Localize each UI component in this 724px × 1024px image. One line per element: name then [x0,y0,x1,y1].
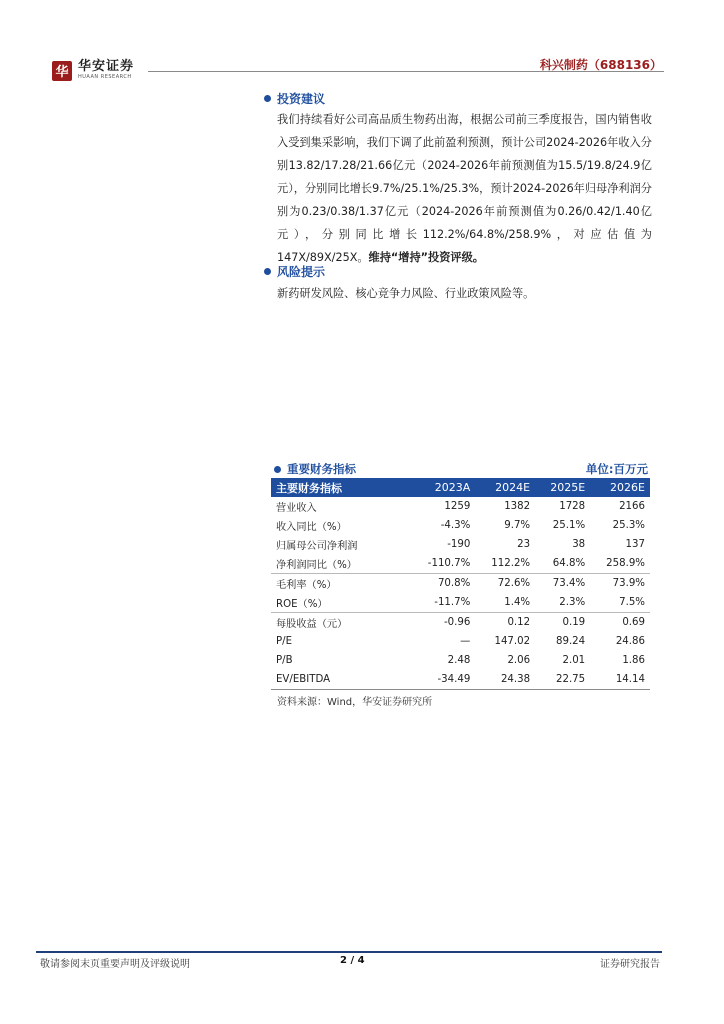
cell: -4.3% [440,520,471,531]
cell: 0.19 [535,613,590,633]
cell: -11.7% [434,597,471,608]
advice-paragraph [277,108,652,269]
row-label: 毛利率（%） [271,574,411,594]
cell: 25.3% [612,520,645,531]
company-logo [52,60,134,81]
cell: 2166 [619,501,645,512]
column-header: 2025E [535,478,590,497]
cell: — [460,636,471,647]
risk-paragraph: 新药研发风险、核心竞争力风险、行业政策风险等。 [277,287,535,300]
column-header: 2026E [590,478,650,497]
cell: -190 [447,539,471,550]
cell: 147.02 [494,636,531,647]
cell: 1382 [504,501,531,512]
row-label: 每股收益（元） [271,613,411,633]
column-header: 2024E [475,478,535,497]
footer-disclaimer: 敬请参阅末页重要声明及评级说明 [40,959,190,970]
row-label: P/E [276,636,293,647]
cell: 1.86 [622,655,645,666]
cell: 1728 [559,501,586,512]
cell: -34.49 [411,670,475,690]
cell: 2.06 [507,655,531,666]
page-number: 2 / 4 [340,955,365,966]
footer-report-type: 证券研究报告 [600,959,660,970]
risk-title: 风险提示 [277,265,326,279]
cell: 2.48 [447,655,471,666]
cell: 24.86 [615,636,645,647]
row-label: ROE（%） [276,599,328,610]
cell: 9.7% [504,520,531,531]
table-title: 重要财务指标 [287,462,356,476]
table-row [271,497,650,516]
row-label: 收入同比（%） [276,522,347,533]
row-label: 归属母公司净利润 [276,541,358,552]
cell: 24.38 [475,670,535,690]
bullet-icon [264,268,271,275]
cell: 2.3% [559,597,586,608]
cell: 2.01 [562,655,586,666]
logo-english-name: HUAAN RESEARCH [78,74,132,80]
cell: 23 [517,539,531,550]
cell: 73.4% [535,574,590,594]
table-row [271,554,650,574]
table-unit: 单位:百万元 [585,462,648,476]
advice-title: 投资建议 [277,92,326,106]
advice-text: 我们持续看好公司高品质生物药出海，根据公司前三季度报告，国内销售收入受到集采影响，我们下调了此前盈利预测，预计公司2024-2026年收入分别13.82/17.28/21.66亿元（2024-2026年前预测值为15.5/19.8/24.9亿元），分别同比增长9.7%/25.1%/25.3%，预计2024-2026年归母净利润分别为0.23/0.38/1.37亿元（2024-2026年前预测值为0.26/0.42/1.40亿元），分别同比增长112.2%/64.8%/258.9%，对应估值为147X/89X/25X。 [277,113,652,264]
cell: 1.4% [504,597,531,608]
table-row [271,651,650,670]
table-header-row [271,478,650,497]
table-header-bar [274,461,648,477]
cell: 258.9% [606,558,645,569]
cell: 70.8% [411,574,475,594]
column-header: 主要财务指标 [271,478,411,497]
cell: 73.9% [590,574,650,594]
cell: -0.96 [411,613,475,633]
cell: 0.12 [475,613,535,633]
row-label: EV/EBITDA [271,670,411,690]
cell: 25.1% [552,520,586,531]
cell: 22.75 [535,670,590,690]
cell: 137 [625,539,645,550]
section-heading-risk [264,263,325,280]
cell: 112.2% [491,558,531,569]
cell: 89.24 [555,636,586,647]
cell: 64.8% [552,558,586,569]
logo-chinese-name: 华安证券 [78,59,135,74]
financial-table [271,478,650,690]
cell: 0.69 [590,613,650,633]
bullet-icon [274,466,281,473]
cell: 72.6% [475,574,535,594]
table-source: 资料来源：Wind，华安证券研究所 [277,697,433,708]
advice-rating: 维持“增持”投资评级。 [368,251,484,264]
table-row [271,593,650,613]
row-label: 营业收入 [276,503,317,514]
report-title: 科兴制药（688136） [539,58,662,72]
cell: 1259 [444,501,471,512]
footer-divider [36,951,662,953]
cell: -110.7% [427,558,471,569]
table-row [271,535,650,554]
table-row [271,516,650,535]
table-row [271,574,650,594]
row-label: P/B [276,655,293,666]
cell: 38 [572,539,586,550]
cell: 14.14 [590,670,650,690]
table-row [271,670,650,690]
table-row [271,613,650,633]
cell: 7.5% [619,597,645,608]
logo-mark: 华 [52,61,72,81]
table-row [271,632,650,651]
section-heading-advice [264,90,325,107]
bullet-icon [264,95,271,102]
row-label: 净利润同比（%） [276,560,357,571]
column-header: 2023A [411,478,475,497]
